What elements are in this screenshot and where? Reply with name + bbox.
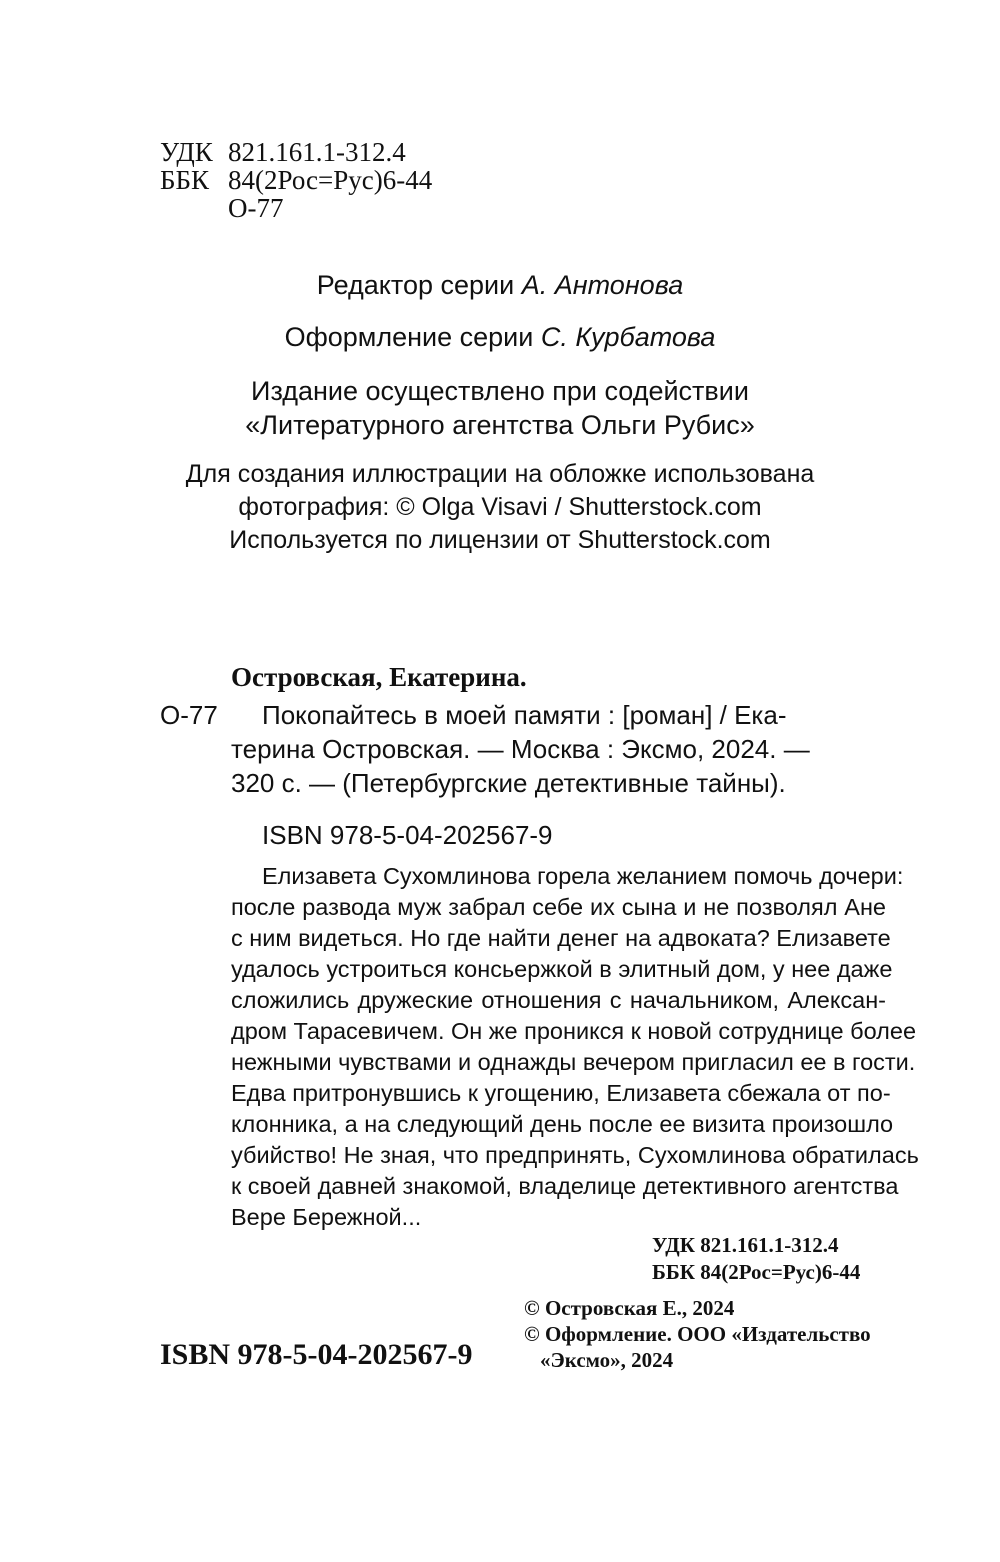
bibliography-entry-line-1: Покопайтесь в моей памяти : [роман] / Ека- bbox=[262, 700, 787, 730]
series-design-name: С. Курбатова bbox=[540, 322, 716, 352]
annotation-line: с ним видеться. Но где найти денег на адвоката? Елизавете bbox=[231, 925, 891, 951]
annotation-line: клонника, а на следующий день после ее визита произошло bbox=[231, 1111, 894, 1137]
annotation-line: после развода муж забрал себе их сына и не позволял Ане bbox=[231, 894, 886, 920]
bibliography-entry-line-2: терина Островская. — Москва : Эксмо, 2024. — bbox=[231, 734, 810, 764]
footer-isbn: ISBN 978-5-04-202567-9 bbox=[160, 1338, 473, 1371]
copyright-author: © Островская Е., 2024 bbox=[524, 1296, 735, 1320]
catalog-bbk bbox=[160, 166, 432, 194]
series-editor-name: А. Антонова bbox=[521, 270, 684, 300]
bbk-key: ББК bbox=[160, 165, 210, 195]
photo-line-1: Для создания иллюстрации на обложке использована bbox=[185, 460, 815, 488]
catalog-author-mark: О-77 bbox=[228, 193, 284, 223]
copyright-design: © Оформление. ООО «Издательство bbox=[524, 1322, 871, 1346]
annotation-line: Едва притронувшись к угощению, Елизавета сбежала от по- bbox=[231, 1080, 891, 1106]
agency-credit bbox=[0, 374, 1000, 442]
annotation-line: удалось устроиться консьержкой в элитный дом, у нее даже bbox=[231, 956, 893, 982]
photo-line-3: Используется по лицензии от Shutterstock.com bbox=[229, 526, 771, 554]
annotation-line: Вере Бережной... bbox=[231, 1204, 422, 1230]
photo-line-2: фотография: © Olga Visavi / Shutterstock.com bbox=[238, 493, 762, 521]
copyright-publisher: «Эксмо», 2024 bbox=[540, 1348, 674, 1372]
photo-credit bbox=[0, 458, 1000, 557]
footer-bbk: ББК 84(2Рос=Рус)6-44 bbox=[652, 1260, 861, 1284]
catalog-udk bbox=[160, 138, 406, 166]
annotation-line: дром Тарасевичем. Он же проникся к новой сотруднице более bbox=[231, 1018, 917, 1044]
series-editor-label: Редактор серии bbox=[316, 270, 515, 300]
agency-line-2: «Литературного агентства Ольги Рубис» bbox=[245, 410, 755, 440]
udk-value: 821.161.1-312.4 bbox=[228, 137, 406, 167]
footer-udk: УДК 821.161.1-312.4 bbox=[652, 1233, 839, 1257]
annotation-line: нежными чувствами и однажды вечером пригласил ее в гости. bbox=[231, 1049, 916, 1075]
series-design-credit bbox=[0, 322, 1000, 353]
annotation-line: убийство! Не зная, что предпринять, Сухомлинова обратилась bbox=[231, 1142, 919, 1168]
bibliography-entry-line-3: 320 с. — (Петербургские детективные тайны). bbox=[231, 768, 786, 798]
bbk-value: 84(2Рос=Рус)6-44 bbox=[228, 165, 433, 195]
annotation-line: сложились дружеские отношения с начальником, Алексан- bbox=[231, 987, 886, 1013]
series-design-label: Оформление серии bbox=[284, 322, 534, 352]
bibliography-isbn: ISBN 978-5-04-202567-9 bbox=[262, 820, 553, 850]
series-editor-credit bbox=[0, 270, 1000, 301]
annotation-line: Елизавета Сухомлинова горела желанием помочь дочери: bbox=[262, 863, 904, 889]
agency-line-1: Издание осуществлено при содействии bbox=[251, 376, 749, 406]
udk-key: УДК bbox=[160, 137, 213, 167]
author-heading: Островская, Екатерина. bbox=[231, 662, 527, 692]
annotation-line: к своей давней знакомой, владелице детективного агентства bbox=[231, 1173, 899, 1199]
bibliography-author-mark: О-77 bbox=[160, 700, 218, 730]
